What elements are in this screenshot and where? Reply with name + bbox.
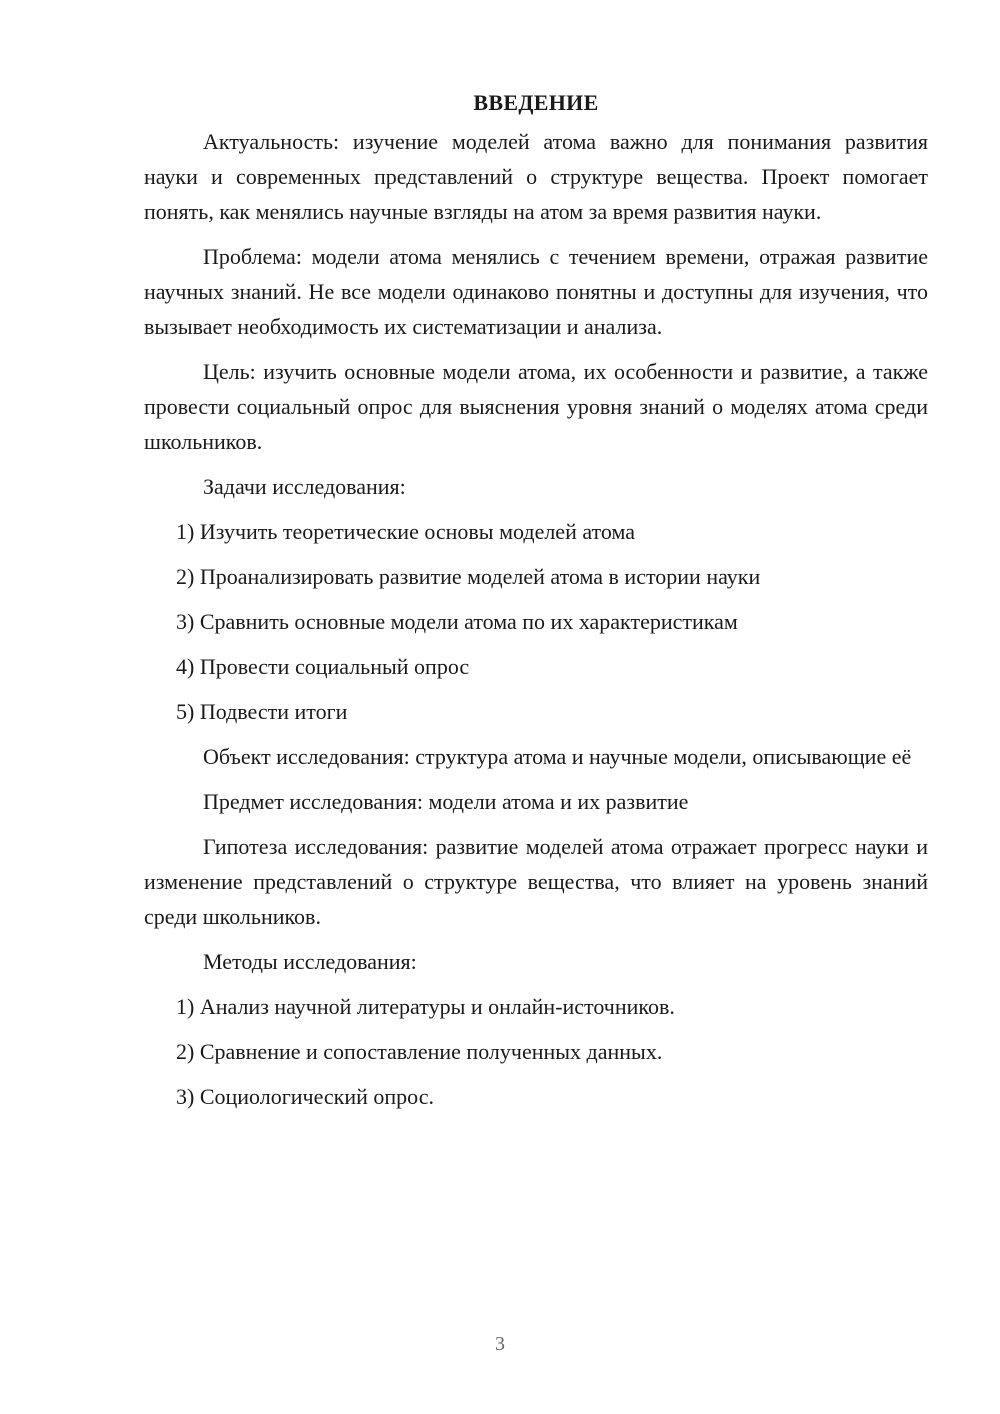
object-paragraph: Объект исследования: структура атома и научные модели, описывающие её bbox=[203, 744, 912, 769]
document-page bbox=[144, 88, 928, 1124]
section-title: ВВЕДЕНИЕ bbox=[473, 90, 599, 115]
list-item: 3) Социологический опрос. bbox=[176, 1084, 434, 1109]
tasks-list bbox=[144, 514, 928, 729]
list-item: 1) Анализ научной литературы и онлайн-источников. bbox=[176, 994, 675, 1019]
list-item: 3) Сравнить основные модели атома по их характеристикам bbox=[176, 609, 738, 634]
tasks-heading: Задачи исследования: bbox=[203, 474, 406, 499]
list-item: 5) Подвести итоги bbox=[176, 699, 348, 724]
list-item: 4) Провести социальный опрос bbox=[176, 654, 470, 679]
methods-list bbox=[144, 989, 928, 1114]
goal-paragraph: Цель: изучить основные модели атома, их особенности и развитие, а также провести социальный опрос для выяснения уровня знаний о моделях атома среди школьников. bbox=[144, 359, 928, 454]
list-item: 2) Проанализировать развитие моделей атома в истории науки bbox=[176, 564, 761, 589]
hypothesis-paragraph: Гипотеза исследования: развитие моделей атома отражает прогресс науки и изменение представлений о структуре вещества, что влияет на уровень знаний среди школьников. bbox=[144, 834, 928, 929]
methods-heading: Методы исследования: bbox=[203, 949, 417, 974]
subject-paragraph: Предмет исследования: модели атома и их развитие bbox=[203, 789, 689, 814]
relevance-paragraph: Актуальность: изучение моделей атома важно для понимания развития науки и современных представлений о структуре вещества. Проект помогает понять, как менялись научные взгляды на атом за время развития науки. bbox=[144, 129, 928, 224]
list-item: 2) Сравнение и сопоставление полученных данных. bbox=[176, 1039, 663, 1064]
list-item: 1) Изучить теоретические основы моделей атома bbox=[176, 519, 635, 544]
page-number: 3 bbox=[495, 1333, 505, 1355]
problem-paragraph: Проблема: модели атома менялись с течением времени, отражая развитие научных знаний. Не все модели одинаково понятны и доступны для изучения, что вызывает необходимость их систематизации и анализа. bbox=[144, 244, 928, 339]
